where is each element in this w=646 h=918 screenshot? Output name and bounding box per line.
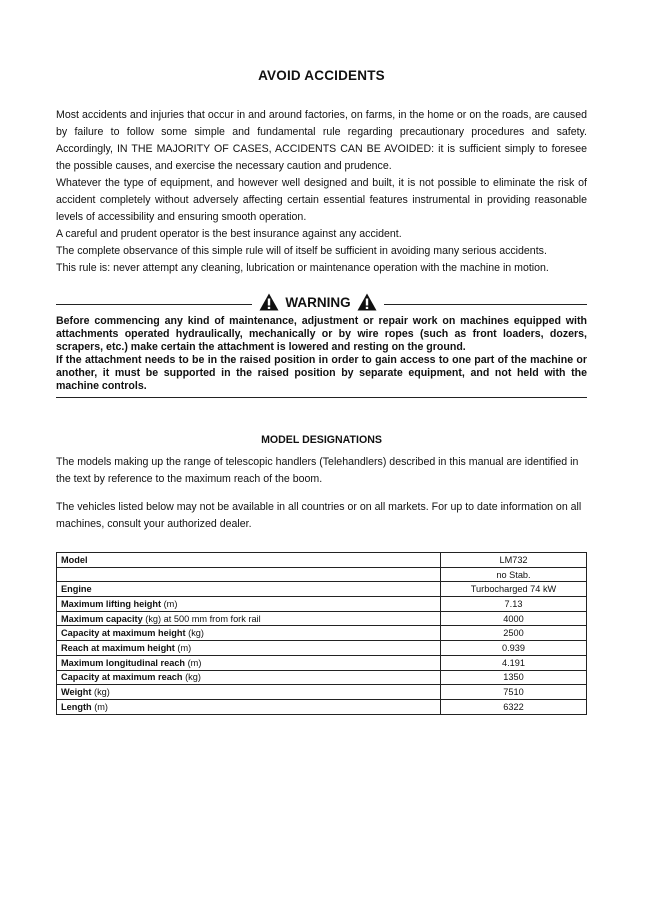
spec-value: 1350 xyxy=(441,670,587,685)
intro-paragraph: A careful and prudent operator is the best insurance against any accident. xyxy=(56,228,402,240)
warning-triangle-icon xyxy=(357,293,377,311)
spec-value: 4.191 xyxy=(441,655,587,670)
warning-label-group xyxy=(256,290,380,314)
specifications-table xyxy=(56,552,587,715)
warning-body xyxy=(56,315,587,393)
model-paragraph: The models making up the range of telescopic handlers (Telehandlers) described in this manual are identified in the text by reference to the maximum reach of the boom. xyxy=(56,456,579,485)
model-paragraph: The vehicles listed below may not be available in all countries or on all markets. For up to date information on all machines, consult your authorized dealer. xyxy=(56,501,582,530)
table-row xyxy=(57,611,587,626)
spec-label xyxy=(57,567,441,582)
spec-value: no Stab. xyxy=(441,567,587,582)
table-row xyxy=(57,553,587,568)
spec-label: Model xyxy=(57,553,441,568)
warning-rule-right xyxy=(384,304,587,305)
avoid-accidents-body xyxy=(56,107,587,277)
spec-label: Weight (kg) xyxy=(57,685,441,700)
warning-bottom-rule xyxy=(56,397,587,398)
spec-value: 0.939 xyxy=(441,641,587,656)
spec-value: 6322 xyxy=(441,699,587,714)
spec-label: Capacity at maximum reach (kg) xyxy=(57,670,441,685)
intro-paragraph: Whatever the type of equipment, and however well designed and built, it is not possible to eliminate the risk of accident completely without adversely affecting certain essential features instrumental in providing reasonable levels of accessibility and ensuring smooth operation. xyxy=(56,177,587,223)
warning-rule-left xyxy=(56,304,252,305)
spec-label: Capacity at maximum height (kg) xyxy=(57,626,441,641)
table-row xyxy=(57,655,587,670)
spec-value: 7.13 xyxy=(441,597,587,612)
table-row xyxy=(57,670,587,685)
table-row xyxy=(57,699,587,714)
warning-heading: WARNING xyxy=(285,294,351,310)
spec-value: LM732 xyxy=(441,553,587,568)
warning-header xyxy=(56,290,587,314)
table-row xyxy=(57,626,587,641)
spec-label: Maximum longitudinal reach (m) xyxy=(57,655,441,670)
warning-paragraph: Before commencing any kind of maintenance, adjustment or repair work on machines equipped with attachments operated hydraulically, mechanically or by wire ropes (such as front loaders, dozers, scrapers, etc.) make certain the attachment is lowered and resting on the ground. xyxy=(56,315,587,353)
intro-paragraph: This rule is: never attempt any cleaning, lubrication or maintenance operation with the machine in motion. xyxy=(56,262,549,274)
warning-paragraph: If the attachment needs to be in the raised position in order to gain access to one part of the machine or another, it must be supported in the raised position by separate equipment, and not held with the machine controls. xyxy=(56,354,587,392)
table-row xyxy=(57,567,587,582)
spec-value: 7510 xyxy=(441,685,587,700)
spec-label: Length (m) xyxy=(57,699,441,714)
model-designations-body xyxy=(56,454,587,532)
spec-label: Maximum lifting height (m) xyxy=(57,597,441,612)
table-row xyxy=(57,597,587,612)
spec-label: Engine xyxy=(57,582,441,597)
model-designations-title: MODEL DESIGNATIONS xyxy=(261,434,382,446)
intro-paragraph: The complete observance of this simple rule will of itself be sufficient in avoiding many serious accidents. xyxy=(56,245,547,257)
spec-value: 4000 xyxy=(441,611,587,626)
warning-triangle-icon xyxy=(259,293,279,311)
spec-label: Maximum capacity (kg) at 500 mm from fork rail xyxy=(57,611,441,626)
spec-label: Reach at maximum height (m) xyxy=(57,641,441,656)
table-row xyxy=(57,685,587,700)
table-row xyxy=(57,582,587,597)
spec-value: Turbocharged 74 kW xyxy=(441,582,587,597)
avoid-accidents-title: AVOID ACCIDENTS xyxy=(258,68,385,83)
spec-value: 2500 xyxy=(441,626,587,641)
intro-paragraph: Most accidents and injuries that occur in and around factories, on farms, in the home or on the roads, are caused by failure to follow some simple and fundamental rule regarding precautionary procedures and safety. Accordingly, IN THE MAJORITY OF CASES, ACCIDENTS CAN BE AVOIDED: it is sufficient simply to foresee the possible causes, and exercise the necessary caution and prudence. xyxy=(56,109,587,172)
table-row xyxy=(57,641,587,656)
